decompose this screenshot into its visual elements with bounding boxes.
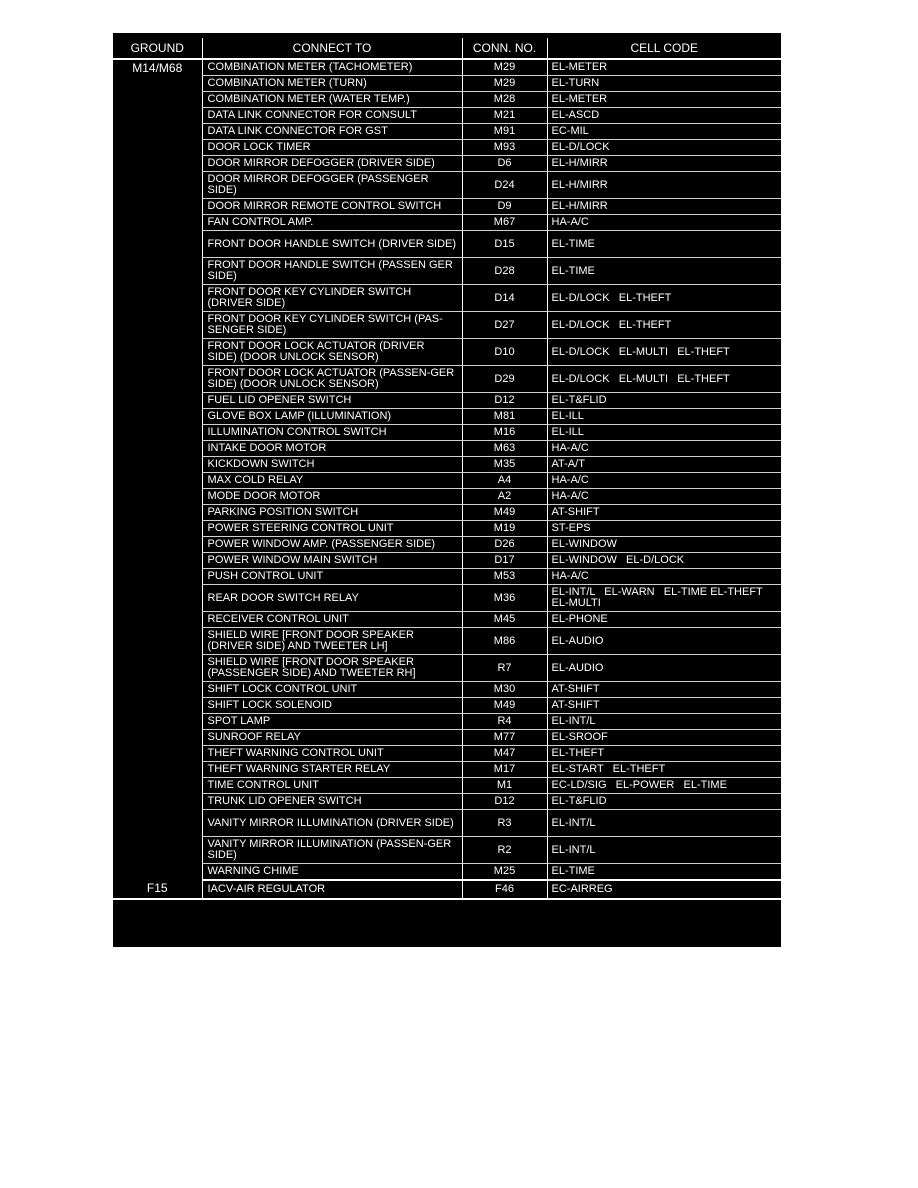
cell-code-cell: EL-PHONE [547, 612, 781, 628]
cell-code-cell: EL-TIME [547, 258, 781, 285]
connect-to-cell: FRONT DOOR LOCK ACTUATOR (DRIVER SIDE) (DOOR UNLOCK SENSOR) [202, 339, 462, 366]
connect-to-cell: DOOR MIRROR DEFOGGER (DRIVER SIDE) [202, 156, 462, 172]
cell-code-cell: EL-D/LOCK EL-THEFT [547, 285, 781, 312]
conn-no-cell: M19 [462, 521, 547, 537]
cell-code-cell: EL-D/LOCK EL-MULTI EL-THEFT [547, 339, 781, 366]
header-ground: GROUND [113, 38, 202, 59]
cell-code-cell: AT-SHIFT [547, 698, 781, 714]
conn-no-cell: M36 [462, 585, 547, 612]
connect-to-cell: DATA LINK CONNECTOR FOR GST [202, 124, 462, 140]
cell-code-cell: EC-MIL [547, 124, 781, 140]
connect-to-cell: FAN CONTROL AMP. [202, 215, 462, 231]
cell-code-cell: EL-T&FLID [547, 393, 781, 409]
conn-no-cell: M81 [462, 409, 547, 425]
ground-distribution-table [113, 38, 781, 900]
table-row [113, 215, 781, 231]
cell-code-cell: EL-INT/L [547, 714, 781, 730]
connect-to-cell: INTAKE DOOR MOTOR [202, 441, 462, 457]
cell-code-cell: HA-A/C [547, 473, 781, 489]
table-row [113, 837, 781, 864]
conn-no-cell: M28 [462, 92, 547, 108]
connect-to-cell: FUEL LID OPENER SWITCH [202, 393, 462, 409]
conn-no-cell: D28 [462, 258, 547, 285]
conn-no-cell: D14 [462, 285, 547, 312]
cell-code-cell: EL-INT/L [547, 837, 781, 864]
conn-no-cell: M35 [462, 457, 547, 473]
table-row [113, 441, 781, 457]
connect-to-cell: KICKDOWN SWITCH [202, 457, 462, 473]
connect-to-cell: SHIFT LOCK CONTROL UNIT [202, 682, 462, 698]
connect-to-cell: DATA LINK CONNECTOR FOR CONSULT [202, 108, 462, 124]
connect-to-cell: FRONT DOOR LOCK ACTUATOR (PASSEN-GER SIDE) (DOOR UNLOCK SENSOR) [202, 366, 462, 393]
connect-to-cell: MAX COLD RELAY [202, 473, 462, 489]
cell-code-cell: EL-TIME [547, 231, 781, 258]
table-row [113, 156, 781, 172]
table-row [113, 393, 781, 409]
conn-no-cell: R3 [462, 810, 547, 837]
conn-no-cell: D29 [462, 366, 547, 393]
table-row [113, 409, 781, 425]
table-row [113, 366, 781, 393]
table-row [113, 714, 781, 730]
conn-no-cell: D10 [462, 339, 547, 366]
connect-to-cell: SHIELD WIRE [FRONT DOOR SPEAKER (PASSENGER SIDE) AND TWEETER RH] [202, 655, 462, 682]
table-row [113, 92, 781, 108]
table-row [113, 339, 781, 366]
table-header [113, 38, 781, 59]
table-row [113, 258, 781, 285]
conn-no-cell: M86 [462, 628, 547, 655]
cell-code-cell: HA-A/C [547, 489, 781, 505]
table-row [113, 762, 781, 778]
conn-no-cell: M67 [462, 215, 547, 231]
cell-code-cell: EL-H/MIRR [547, 172, 781, 199]
conn-no-cell: M91 [462, 124, 547, 140]
cell-code-cell: EL-START EL-THEFT [547, 762, 781, 778]
connect-to-cell: DOOR LOCK TIMER [202, 140, 462, 156]
conn-no-cell: R7 [462, 655, 547, 682]
table-row [113, 76, 781, 92]
conn-no-cell: M17 [462, 762, 547, 778]
conn-no-cell: M49 [462, 698, 547, 714]
table-row [113, 312, 781, 339]
cell-code-cell: EL-D/LOCK EL-THEFT [547, 312, 781, 339]
cell-code-cell: EL-THEFT [547, 746, 781, 762]
conn-no-cell: D12 [462, 393, 547, 409]
connect-to-cell: WARNING CHIME [202, 864, 462, 881]
connect-to-cell: FRONT DOOR HANDLE SWITCH (PASSEN GER SIDE) [202, 258, 462, 285]
conn-no-cell: M63 [462, 441, 547, 457]
connect-to-cell: SHIELD WIRE [FRONT DOOR SPEAKER (DRIVER SIDE) AND TWEETER LH] [202, 628, 462, 655]
conn-no-cell: M29 [462, 76, 547, 92]
cell-code-cell: EL-METER [547, 92, 781, 108]
table-row [113, 569, 781, 585]
cell-code-cell: EL-AUDIO [547, 628, 781, 655]
connect-to-cell: COMBINATION METER (TACHOMETER) [202, 59, 462, 76]
cell-code-cell: EL-H/MIRR [547, 156, 781, 172]
table-row [113, 505, 781, 521]
conn-no-cell: A2 [462, 489, 547, 505]
cell-code-cell: EL-H/MIRR [547, 199, 781, 215]
cell-code-cell: AT-SHIFT [547, 505, 781, 521]
conn-no-cell: D12 [462, 794, 547, 810]
table-row [113, 140, 781, 156]
conn-no-cell: M29 [462, 59, 547, 76]
connect-to-cell: GLOVE BOX LAMP (ILLUMINATION) [202, 409, 462, 425]
connect-to-cell: PUSH CONTROL UNIT [202, 569, 462, 585]
cell-code-cell: HA-A/C [547, 215, 781, 231]
connect-to-cell: TRUNK LID OPENER SWITCH [202, 794, 462, 810]
cell-code-cell: EL-ASCD [547, 108, 781, 124]
conn-no-cell: D17 [462, 553, 547, 569]
cell-code-cell: HA-A/C [547, 441, 781, 457]
connect-to-cell: FRONT DOOR KEY CYLINDER SWITCH (PAS-SENGER SIDE) [202, 312, 462, 339]
cell-code-cell: AT-SHIFT [547, 682, 781, 698]
cell-code-cell: EL-TURN [547, 76, 781, 92]
cell-code-cell: EL-ILL [547, 425, 781, 441]
table-row [113, 682, 781, 698]
cell-code-cell: EL-SROOF [547, 730, 781, 746]
conn-no-cell: M53 [462, 569, 547, 585]
conn-no-cell: M77 [462, 730, 547, 746]
conn-no-cell: D6 [462, 156, 547, 172]
table-row [113, 59, 781, 76]
table-row [113, 612, 781, 628]
conn-no-cell: D27 [462, 312, 547, 339]
table-row [113, 746, 781, 762]
connect-to-cell: COMBINATION METER (WATER TEMP.) [202, 92, 462, 108]
connect-to-cell: PARKING POSITION SWITCH [202, 505, 462, 521]
table-row [113, 231, 781, 258]
table-body [113, 59, 781, 899]
cell-code-cell: AT-A/T [547, 457, 781, 473]
table-row [113, 698, 781, 714]
table-row [113, 124, 781, 140]
table-row [113, 457, 781, 473]
connect-to-cell: ILLUMINATION CONTROL SWITCH [202, 425, 462, 441]
cell-code-cell: EL-INT/L EL-WARN EL-TIME EL-THEFT EL-MULTI [547, 585, 781, 612]
cell-code-cell: EL-AUDIO [547, 655, 781, 682]
table-row [113, 473, 781, 489]
connect-to-cell: REAR DOOR SWITCH RELAY [202, 585, 462, 612]
connect-to-cell: THEFT WARNING STARTER RELAY [202, 762, 462, 778]
connect-to-cell: POWER WINDOW AMP. (PASSENGER SIDE) [202, 537, 462, 553]
conn-no-cell: D15 [462, 231, 547, 258]
table-row [113, 864, 781, 881]
ground-distribution-sheet [113, 33, 781, 947]
conn-no-cell: M30 [462, 682, 547, 698]
table-row [113, 880, 781, 899]
table-row [113, 628, 781, 655]
conn-no-cell: M47 [462, 746, 547, 762]
connect-to-cell: IACV-AIR REGULATOR [202, 880, 462, 899]
header-connect-to: CONNECT TO [202, 38, 462, 59]
connect-to-cell: FRONT DOOR KEY CYLINDER SWITCH (DRIVER SIDE) [202, 285, 462, 312]
conn-no-cell: M45 [462, 612, 547, 628]
table-row [113, 199, 781, 215]
cell-code-cell: EL-ILL [547, 409, 781, 425]
ground-cell: M14/M68 [132, 61, 183, 75]
ground-cell: F15 [113, 880, 202, 899]
connect-to-cell: POWER STEERING CONTROL UNIT [202, 521, 462, 537]
table-row [113, 778, 781, 794]
connect-to-cell: MODE DOOR MOTOR [202, 489, 462, 505]
connect-to-cell: FRONT DOOR HANDLE SWITCH (DRIVER SIDE) [202, 231, 462, 258]
conn-no-cell: M21 [462, 108, 547, 124]
table-row [113, 794, 781, 810]
table-row [113, 108, 781, 124]
header-conn-no: CONN. NO. [462, 38, 547, 59]
conn-no-cell: D24 [462, 172, 547, 199]
conn-no-cell: R2 [462, 837, 547, 864]
connect-to-cell: THEFT WARNING CONTROL UNIT [202, 746, 462, 762]
connect-to-cell: POWER WINDOW MAIN SWITCH [202, 553, 462, 569]
cell-code-cell: EL-D/LOCK EL-MULTI EL-THEFT [547, 366, 781, 393]
table-row [113, 172, 781, 199]
conn-no-cell: M16 [462, 425, 547, 441]
connect-to-cell: RECEIVER CONTROL UNIT [202, 612, 462, 628]
table-row [113, 655, 781, 682]
connect-to-cell: COMBINATION METER (TURN) [202, 76, 462, 92]
conn-no-cell: M49 [462, 505, 547, 521]
connect-to-cell: VANITY MIRROR ILLUMINATION (DRIVER SIDE) [202, 810, 462, 837]
table-row [113, 521, 781, 537]
connect-to-cell: DOOR MIRROR DEFOGGER (PASSENGER SIDE) [202, 172, 462, 199]
conn-no-cell: M25 [462, 864, 547, 881]
header-cell-code: CELL CODE [547, 38, 781, 59]
connect-to-cell: SPOT LAMP [202, 714, 462, 730]
conn-no-cell: F46 [462, 880, 547, 899]
cell-code-cell: EL-WINDOW [547, 537, 781, 553]
table-row [113, 537, 781, 553]
conn-no-cell: R4 [462, 714, 547, 730]
table-row [113, 553, 781, 569]
cell-code-cell: EL-METER [547, 59, 781, 76]
conn-no-cell: D9 [462, 199, 547, 215]
connect-to-cell: TIME CONTROL UNIT [202, 778, 462, 794]
table-row [113, 489, 781, 505]
cell-code-cell: EL-T&FLID [547, 794, 781, 810]
table-row [113, 585, 781, 612]
connect-to-cell: VANITY MIRROR ILLUMINATION (PASSEN-GER SIDE) [202, 837, 462, 864]
conn-no-cell: A4 [462, 473, 547, 489]
table-row [113, 730, 781, 746]
cell-code-cell: EL-INT/L [547, 810, 781, 837]
cell-code-cell: HA-A/C [547, 569, 781, 585]
cell-code-cell: ST-EPS [547, 521, 781, 537]
connect-to-cell: SUNROOF RELAY [202, 730, 462, 746]
header-row [113, 38, 781, 59]
conn-no-cell: M1 [462, 778, 547, 794]
cell-code-cell: EC-LD/SIG EL-POWER EL-TIME [547, 778, 781, 794]
table-row [113, 810, 781, 837]
conn-no-cell: M93 [462, 140, 547, 156]
conn-no-cell: D26 [462, 537, 547, 553]
cell-code-cell: EL-WINDOW EL-D/LOCK [547, 553, 781, 569]
connect-to-cell: DOOR MIRROR REMOTE CONTROL SWITCH [202, 199, 462, 215]
table-row [113, 285, 781, 312]
cell-code-cell: EC-AIRREG [547, 880, 781, 899]
table-row [113, 425, 781, 441]
cell-code-cell: EL-TIME [547, 864, 781, 881]
cell-code-cell: EL-D/LOCK [547, 140, 781, 156]
connect-to-cell: SHIFT LOCK SOLENOID [202, 698, 462, 714]
